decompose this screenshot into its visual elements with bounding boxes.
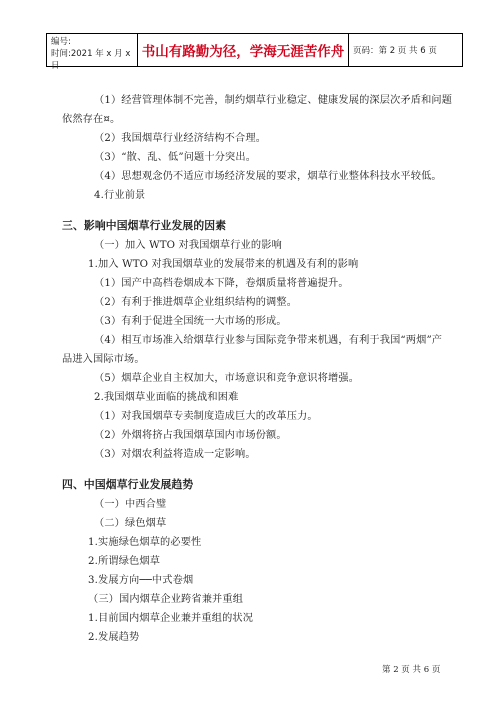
- paragraph-line: （二）绿色烟草: [94, 518, 167, 529]
- paragraph-line: 1.加入 WTO 对我国烟草业的发展带来的机遇及有利的影响: [88, 259, 359, 270]
- paragraph-line: 1.目前国内烟草企业兼并重组的状况: [88, 613, 254, 624]
- section-heading: 三、影响中国烟草行业发展的因素: [62, 219, 227, 232]
- paragraph-line: （3）“散、乱、低”问题十分突出。: [94, 152, 257, 163]
- paragraph-line: 2.我国烟草业面临的挑战和困难: [94, 392, 239, 403]
- paragraph-line: （3）有利于促进全国统一大市场的形成。: [94, 316, 287, 327]
- paragraph-line: （2）外烟将挤占我国烟草国内市场份额。: [94, 430, 287, 441]
- paragraph-line: （一）中西合璧: [94, 499, 167, 510]
- section-heading: 四、中国烟草行业发展趋势: [62, 478, 194, 491]
- paragraph-line: （4）相互市场准入给烟草行业参与国际竞争带来机遇，有利于我国“两烟”产: [94, 335, 443, 346]
- paragraph-line: 依然存在¤。: [62, 114, 121, 125]
- paragraph-line: （2）有利于推进烟草企业组织结构的调整。: [94, 297, 298, 308]
- paragraph-line: 1.实施绿色烟草的必要性: [88, 537, 202, 548]
- time-label: 时间:2021 年 x 月 x 日: [51, 49, 131, 71]
- paragraph-line: （1）经营管理体制不完善，制约烟草行业稳定、健康发展的深层次矛盾和问题: [94, 95, 453, 106]
- paragraph-line: （2）我国烟草行业经济结构不合理。: [94, 133, 267, 144]
- paragraph-line: （1）国产中高档卷烟成本下降，卷烟质量将普遍提升。: [94, 278, 349, 289]
- paragraph-line: （1）对我国烟草专卖制度造成巨大的改革压力。: [94, 411, 318, 422]
- paragraph-line: （一）加入 WTO 对我国烟草行业的影响: [94, 240, 282, 251]
- paragraph-line: （4）思想观念仍不适应市场经济发展的要求，烟草行业整体科技水平较低。: [94, 171, 442, 182]
- paragraph-line: 4.行业前景: [94, 190, 146, 201]
- paragraph-line: 品进入国际市场。: [62, 354, 145, 365]
- paragraph-line: （5）烟草企业自主权加大，市场意识和竞争意识将增强。: [94, 373, 360, 384]
- paragraph-line: 2.所谓绿色烟草: [88, 556, 161, 567]
- page-footer: 第 2 页 共 6 页: [382, 665, 441, 675]
- paragraph-line: 2.发展趋势: [88, 632, 140, 643]
- paragraph-line: 3.发展方向──中式卷烟: [88, 575, 194, 586]
- header-motto: 书山有路勤为径，学海无涯苦作舟: [138, 34, 349, 66]
- paragraph-line: （3）对烟农利益将造成一定影响。: [94, 449, 256, 460]
- paragraph-line: （三）国内烟草企业跨省兼并重组: [88, 594, 244, 605]
- page-header: [46, 33, 463, 71]
- header-meta: [47, 34, 138, 71]
- header-page-info: 页码：第 2 页 共 6 页: [353, 46, 437, 56]
- number-label: 编号:: [51, 37, 71, 47]
